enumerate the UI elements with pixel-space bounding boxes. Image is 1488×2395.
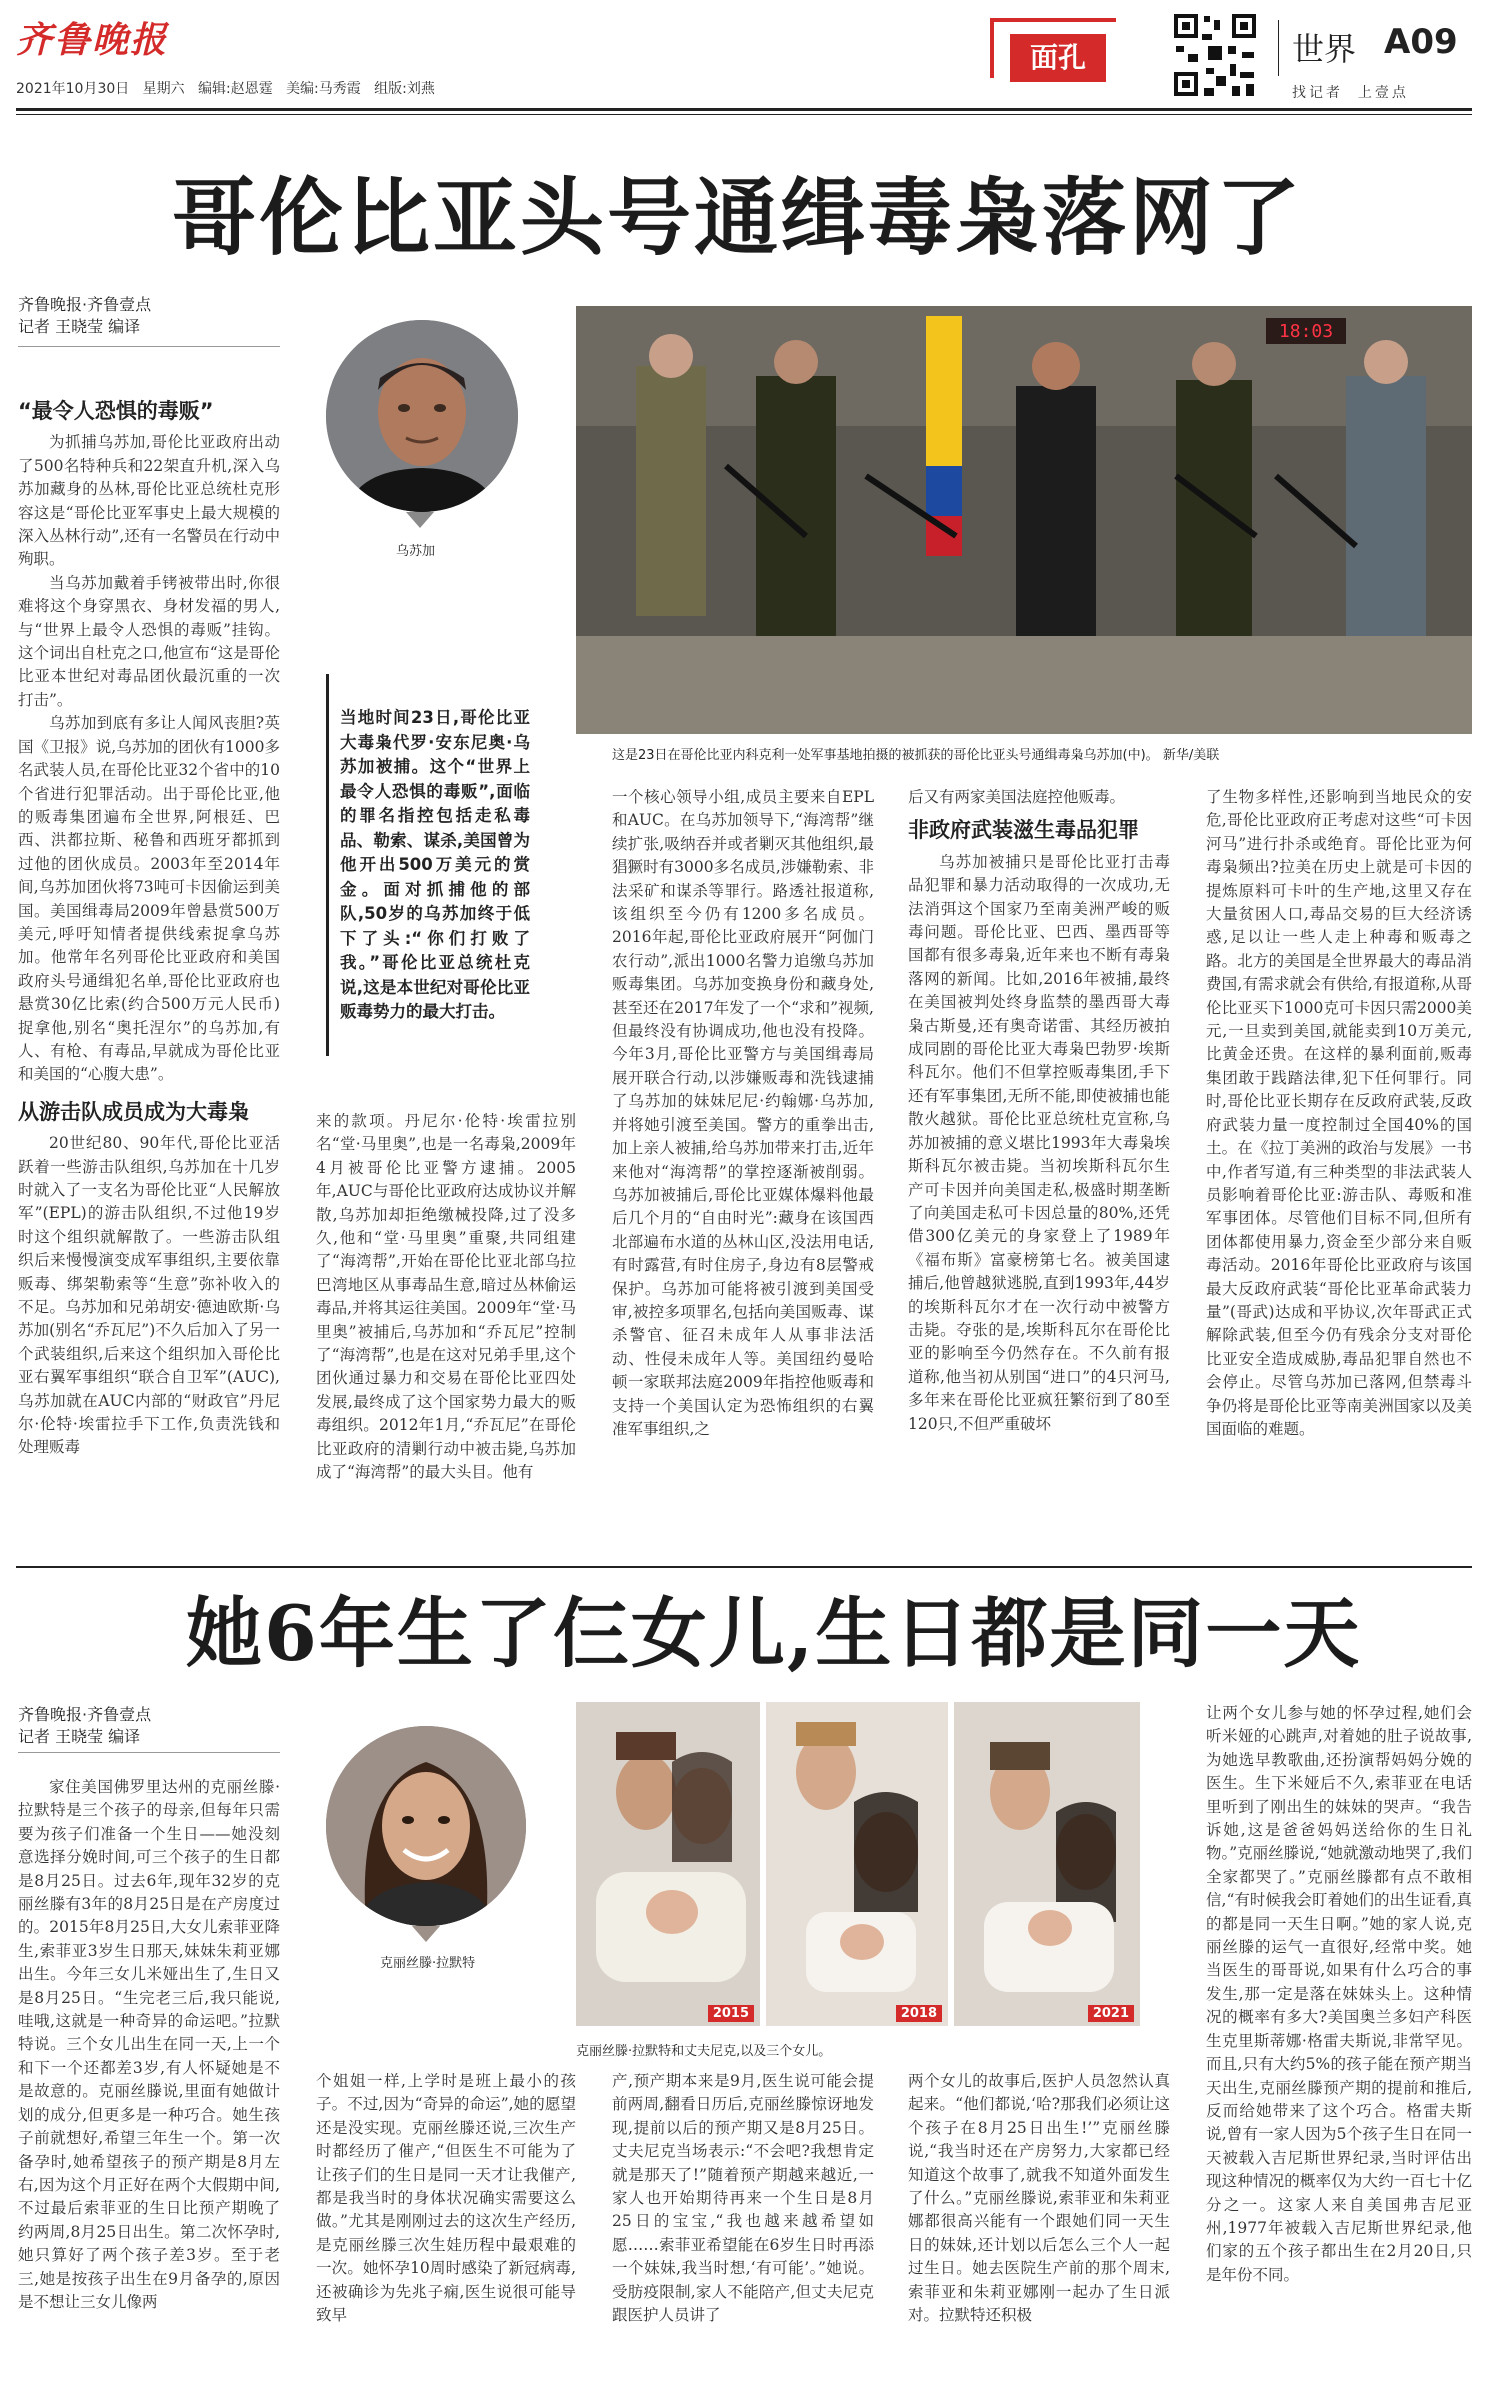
story2-family-photo-2018 [766,1702,948,2026]
story1-pull-quote-bar [326,674,329,1056]
story-divider [16,1566,1472,1568]
page-number: A09 [1384,22,1458,62]
story1-paragraph: 乌苏加被捕只是哥伦比亚打击毒品犯罪和暴力活动取得的一次成功,无法消弭这个国家乃至南美洲严峻的贩毒问题。哥伦比亚、巴西、墨西哥等国都有很多毒枭,近年来也不断有毒枭落网的新闻。比如,2016年被捕,最终在美国被判处终身监禁的墨西哥大毒枭古斯曼,还有奥奇诺雷、其经历被拍成同剧的哥伦比亚大毒枭巴勃罗·埃斯科瓦尔。他们不但掌控贩毒集团,手下还有军事集团,无所不能,即使被捕也能散火越狱。哥伦比亚总统杜克宣称,乌苏加被捕的意义堪比1993年大毒枭埃斯科瓦尔被击毙。当初埃斯科瓦尔生产可卡因并向美国走私,极盛时期垄断了向美国走私可卡因总量的80%,还凭借300亿美元的身家登上了1989年《福布斯》富豪榜第七名。被美国逮捕后,他曾越狱逃脱,直到1993年,44岁的埃斯科瓦尔才在一次行动中被警方击毙。夺张的是,埃斯科瓦尔在哥伦比亚的影响至今仍然存在。不久前有报道称,他当初从别国“进口”的4只河马,多年来在哥伦比亚疯狂繁衍到了80至120只,不但严重破坏 [908,852,1170,1433]
family-photo-icon [766,1702,948,2026]
story1-byline [18,294,278,338]
story1-subhead-3: 非政府武装滋生毒品犯罪 [908,818,1139,843]
layout-credit: 组版:刘燕 [374,81,435,97]
story1-source: 齐鲁晚报·齐鲁壹点 [18,295,152,314]
section-name: 世界 [1292,30,1357,68]
issue-date: 2021年10月30日 [16,81,130,97]
story2-family-photo-2021 [954,1702,1140,2026]
story1-portrait [326,320,518,512]
story1-paragraph: 乌苏加到底有多让人闻风丧胆?英国《卫报》说,乌苏加的团伙有1000多名武装人员,在哥伦比亚32个省中的10个省进行犯罪活动。出于哥伦比亚,他的贩毒集团遍布全世界,阿根廷、巴西、洪都拉斯、秘鲁和西班牙都抓到过他的团伙成员。2003年至2014年间,乌苏加团伙将73吨可卡因偷运到美国。美国缉毒局2009年曾悬赏500万美元,呼吁知情者提供线索捉拿乌苏加。他常年名列哥伦比亚政府和美国政府头号通缉犯名单,哥伦比亚政府也悬赏30亿比索(约合500万元人民币)捉拿他,别名“奥托涅尔”的乌苏加,有人、有枪、有毒品,早就成为哥伦比亚和美国的“心腹大患”。 [18,714,280,1084]
story2-paragraph: 让两个女儿参与她的怀孕过程,她们会听米娅的心跳声,对着她的肚子说故事,为她选早教歌曲,还扮演帮妈妈分娩的医生。生下米娅后不久,索菲亚在电话里听到了刚出生的妹妹的哭声。“我告诉她,这是爸爸妈妈送给你的生日礼物。”克丽丝滕说,“她就激动地哭了,我们全家都哭了。”克丽丝滕都有点不敢相信,“有时候我会盯着她们的出生证看,真的都是同一天生日啊。”她的家人说,克丽丝滕的运气一直很好,经常中奖。她当医生的哥哥说,如果有什么巧合的事发生,那一定是落在妹妹头上。这种情况的概率有多大?美国奥兰多妇产科医生克里斯蒂娜·格雷夫斯说,非常罕见。而且,只有大约5%的孩子能在预产期当天出生,克丽丝滕预产期的提前和推后,反而给她带来了这个巧合。格雷夫斯说,曾有一家人因为5个孩子生日在同一天被载入吉尼斯世界纪录,当时评估出现这种情况的概率仅为大约一百七十亿分之一。这家人来自美国弗吉尼亚州,1977年被载入吉尼斯世界纪录,他们家的五个孩子都出生在2月20日,只是年份不同。 [1206,1704,1472,2284]
story1-column-2 [316,1110,576,1485]
story1-portrait-pointer [406,512,434,528]
story2-headline: 她6年生了仨女儿,生日都是同一天 [186,1589,1362,1678]
story1-pull-quote: 当地时间23日,哥伦比亚大毒枭代罗·安东尼奥·乌苏加被捕。这个“世界上最令人恐惧的毒贩”,面临的罪名指控包括走私毒品、勒索、谋杀,美国曾为他开出500万美元的赏金。面对抓捕他的部队,50岁的乌苏加终于低下了头:“你们打败了我。”哥伦比亚总统杜克说,这是本世纪对哥伦比亚贩毒势力的最大打击。 [340,708,530,1021]
story2-paragraph: 两个女儿的故事后,医护人员忽然认真起来。“他们都说,‘哈?那我们必须让这个孩子在8月25日出生!’”克丽丝滕说,“我当时还在产房努力,大家都已经知道这个故事了,就我不知道外面发生了什么。”克丽丝滕说,索菲亚和朱莉亚娜都很高兴能有一个跟她们同一天生日的妹妹,还计划以后怎么三个人一起过生日。她去医院生产前的那个周末,索菲亚和朱莉亚娜刚一起办了生日派对。拉默特还积极 [908,2072,1170,2325]
svg-text:18:03: 18:03 [1278,321,1334,342]
story1-paragraph: 后又有两家美国法庭控他贩毒。 [908,788,1126,806]
story1-column-1 [18,392,280,1460]
story1-byline-rule [18,346,280,347]
masthead-rule-thin [16,114,1472,115]
masthead-rule [16,108,1472,111]
story1-subhead-1: “最令人恐惧的毒贩” [18,399,214,423]
masthead-slogan: 找记者 上壹点 [1292,85,1409,101]
qr-code[interactable] [1172,12,1258,98]
section-divider [1278,20,1279,76]
story1-paragraph: 来的款项。丹尼尔·伦特·埃雷拉别名“堂·马里奥”,也是一名毒枭,2009年4月被哥伦比亚警方逮捕。2005年,AUC与哥伦比亚政府达成协议并解散,乌苏加却拒绝缴械投降,过了没多久,他和“堂·马里奥”重聚,共同组建了“海湾帮”,开始在哥伦比亚北部乌拉巴湾地区从事毒品生意,暗过丛林偷运毒品,并将其运往美国。2009年“堂·马里奥”被捕后,乌苏加和“乔瓦尼”控制了“海湾帮”,也是在这对兄弟手里,这个团伙通过暴力和交易在哥伦比亚四处发展,最终成了这个国家势力最大的贩毒组织。2012年1月,“乔瓦尼”在哥伦比亚政府的清剿行动中被击毙,乌苏加成了“海湾帮”的最大头目。他有 [316,1112,576,1482]
portrait-man-icon [326,320,518,512]
story2-byline [18,1704,278,1748]
section-tag-box: 面孔 [1010,34,1106,82]
year-badge: 2021 [1088,2005,1134,2022]
family-photo-icon [576,1702,760,2026]
portrait-woman-icon [326,1726,526,1926]
story2-reporter: 记者 王晓莹 编译 [18,1727,141,1746]
story2-photo-caption: 克丽丝滕·拉默特和丈夫尼克,以及三个女儿。 [576,2044,832,2059]
year-badge: 2015 [708,2005,754,2022]
editor-credit: 编辑:赵恩霆 [197,81,273,97]
story2-paragraph: 家住美国佛罗里达州的克丽丝滕·拉默特是三个孩子的母亲,但每年只需要为孩子们准备一个生日——她没刻意选择分娩时间,可三个孩子的生日都是8月25日。过去6年,现年32岁的克丽丝滕有3年的8月25日是在产房度过的。2015年8月25日,大女儿索菲亚降生,索菲亚3岁生日那天,妹妹朱莉亚娜出生。今年三女儿米娅出生了,生日又是8月25日。“生完老三后,我只能说,哇哦,这就是一种奇异的命运吧。”拉默特说。三个女儿出生在同一天,上一个和下一个还都差3岁,有人怀疑她是不是故意的。克丽丝滕说,里面有她做计划的成分,但更多是一种巧合。她生孩子前就想好,希望三年生一个。第一次备孕时,她希望孩子的预产期是8月左右,因为这个月正好在两个大假期中间,不过最后索菲亚的生日比预产期晚了约两周,8月25日出生。第二次怀孕时,她只算好了两个孩子差3岁。至于老三,她是按孩子出生在9月备孕的,原因是不想让三女儿像两 [18,1778,280,2311]
story1-column-4 [908,786,1170,1436]
qr-code-icon [1172,12,1258,98]
story2-source: 齐鲁晚报·齐鲁壹点 [18,1705,152,1724]
story1-main-photo [576,306,1472,734]
story1-paragraph: 一个核心领导小组,成员主要来自EPL和AUC。在乌苏加领导下,“海湾帮”继续扩张,吸纳吞并或者剿灭其他组织,最猖獗时有3000多名成员,涉嫌勒索、非法采矿和谋杀等罪行。路透社报道称,该组织至今仍有1200多名成员。2016年起,哥伦比亚政府展开“阿伽门农行动”,派出1000名警力追缴乌苏加贩毒集团。乌苏加变换身份和藏身处,甚至还在2017年发了一个“求和”视频,但最终没有协调成功,他也没有投降。今年3月,哥伦比亚警方与美国缉毒局展开联合行动,以涉嫌贩毒和洗钱逮捕了乌苏加的妹妹尼尼·约翰娜·乌苏加,并将她引渡至美国。警方的重拳出击,加上亲人被捕,给乌苏加带来打击,近年来他对“海湾帮”的掌控逐渐被削弱。乌苏加被捕后,哥伦比亚媒体爆料他最后几个月的“自由时光”:藏身在该国西北部遍布水道的丛林山区,没法用电话,有时露营,有时住房子,身边有8层警戒保护。乌苏加可能将被引渡到美国受审,被控多项罪名,包括向美国贩毒、谋杀警官、征召未成年人从事非法活动、性侵未成年人等。美国纽约曼哈顿一家联邦法庭2009年指控他贩毒和支持一个美国认定为恐怖组织的右翼准军事组织,之 [612,788,874,1438]
story2-column-3 [612,2070,874,2327]
story2-byline-rule [18,1752,280,1753]
story1-paragraph: 了生物多样性,还影响到当地民众的安危,哥伦比亚政府正考虑对这些“可卡因河马”进行扑杀或绝育。哥伦比亚为何毒枭频出?拉美在历史上就是可卡因的提炼原料可卡叶的生产地,这里又存在大量贫困人口,毒品交易的巨大经济诱惑,足以让一些人走上种毒和贩毒之路。北方的美国是全世界最大的毒品消费国,有需求就会有供给,有报道称,从哥伦比亚买下1000克可卡因只需2000美元,一旦卖到美国,就能卖到10万美元,比黄金还贵。在这样的暴利面前,贩毒集团敢于践踏法律,犯下任何罪行。同时,哥伦比亚长期存在反政府武装,反政府武装力量一度控制过全国40%的国土。在《拉丁美洲的政治与发展》一书中,作者写道,有三种类型的非法武装人员影响着哥伦比亚:游击队、毒贩和准军事团体。尽管他们目标不同,但所有团体都使用暴力,资金至少部分来自贩毒活动。2016年哥伦比亚政府与该国最大反政府武装“哥伦比亚革命武装力量”(哥武)达成和平协议,次年哥武正式解除武装,但至今仍有残余分支对哥伦比亚安全造成威胁,毒品犯罪自然也不会停止。尽管乌苏加已落网,但禁毒斗争仍将是哥伦比亚等南美洲国家以及美国面临的难题。 [1206,788,1472,1438]
story2-family-photo-2015 [576,1702,760,2026]
story1-column-3 [612,786,874,1441]
story1-headline: 哥伦比亚头号通缉毒枭落网了 [172,168,1304,267]
story2-column-2 [316,2070,576,2327]
story2-column-4 [908,2070,1170,2327]
story2-portrait [326,1726,526,1926]
story1-subhead-2: 从游击队成员成为大毒枭 [18,1099,249,1124]
family-photo-icon [954,1702,1140,2026]
story2-paragraph: 个姐姐一样,上学时是班上最小的孩子。不过,因为“奇异的命运”,她的愿望还是没实现。克丽丝滕还说,三次生产时都经历了催产,“但医生不可能为了让孩子们的生日是同一天才让我催产,都是我当时的身体状况确实需要这么做。”尤其是刚刚过去的这次生产经历,是克丽丝滕三次生娃历程中最艰难的一次。她怀孕10周时感染了新冠病毒,还被确诊为先兆子痫,医生说很可能导致早 [316,2072,576,2325]
story2-paragraph: 产,预产期本来是9月,医生说可能会提前两周,翻看日历后,克丽丝滕惊讶地发现,提前以后的预产期又是8月25日。丈夫尼克当场表示:“不会吧?我想肯定就是那天了!”随着预产期越来越近,一家人也开始期待再来一个生日是8月25日的宝宝,“我也越来越希望如愿……索菲亚希望能在6岁生日时再添一个妹妹,我当时想,‘有可能’。”她说。受肪疫限制,家人不能陪产,但丈夫尼克跟医护人员讲了 [612,2072,874,2325]
story2-column-5 [1206,1702,1472,2287]
art-credit: 美编:马秀霞 [286,81,361,97]
story1-main-photo-caption: 这是23日在哥伦比亚内科克利一处军事基地拍摄的被抓获的哥伦比亚头号通缉毒枭乌苏加(中)。 新华/美联 [612,748,1220,763]
story2-portrait-caption: 克丽丝滕·拉默特 [380,1956,476,1971]
issue-weekday: 星期六 [142,81,185,97]
story1-paragraph: 为抓捕乌苏加,哥伦比亚政府出动了500名特种兵和22架直升机,深入乌苏加藏身的丛林,哥伦比亚总统杜克形容这是“哥伦比亚军事史上最大规模的深入丛林行动”,还有一名警员在行动中殉职。 [18,433,280,569]
story2-column-1 [18,1776,280,2314]
story1-paragraph: 20世纪80、90年代,哥伦比亚活跃着一些游击队组织,乌苏加在十几岁时就入了一支名为哥伦比亚“人民解放军”(EPL)的游击队组织,不过他19岁时这个组织就解散了。一些游击队组织后来慢慢演变成军事组织,主要依靠贩毒、绑架勒索等“生意”弥补收入的不足。乌苏加和兄弟胡安·德迪欧斯·乌苏加(别名“乔瓦尼”)不久后加入了另一个武装组织,后来这个组织加入哥伦比亚右翼军事组织“联合自卫军”(AUC),乌苏加就在AUC内部的“财政官”丹尼尔·伦特·埃雷拉手下工作,负责洗钱和处理贩毒 [18,1134,280,1457]
story1-column-5 [1206,786,1472,1441]
story2-portrait-pointer [412,1926,440,1942]
soldiers-arrest-photo-icon [576,306,1472,734]
story1-portrait-caption: 乌苏加 [396,544,436,559]
masthead-meta [16,78,435,98]
story1-reporter: 记者 王晓莹 编译 [18,317,141,336]
story1-paragraph: 当乌苏加戴着手铐被带出时,你很难将这个身穿黑衣、身材发福的男人,与“世界上最令人恐惧的毒贩”挂钩。这个词出自杜克之口,他宣布“这是哥伦比亚本世纪对毒品团伙最沉重的一次打击”。 [18,573,280,709]
newspaper-logo: 齐鲁晚报 [16,19,169,61]
year-badge: 2018 [896,2005,942,2022]
